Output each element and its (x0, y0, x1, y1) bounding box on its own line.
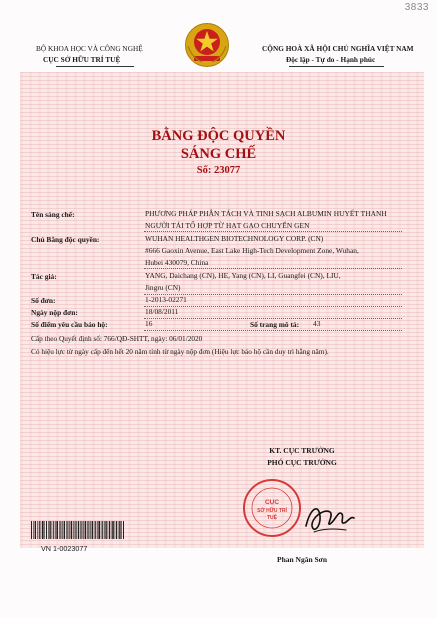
author-line2: Jingru (CN) (145, 283, 181, 292)
owner-dots (144, 268, 402, 269)
certificate-number: Số: 23077 (196, 165, 241, 176)
certificate-subtitle: SÁNG CHẾ (180, 146, 257, 162)
owner-address-line1: #666 Gaoxin Avenue, East Lake High-Tech Development Zone, Wuhan, (145, 246, 359, 255)
pages-label: Số trang mô tả: (250, 320, 300, 329)
claims-count: 16 (145, 319, 153, 328)
signer-name: Phan Ngân Sơn (276, 555, 327, 564)
serial-number: VN 1-0023077 (41, 544, 88, 553)
stamp-text-bottom: TUỆ (267, 515, 277, 521)
decision-text: Cấp theo Quyết định số: 766/QĐ-SHTT, ngày: 06/01/2020 (31, 334, 203, 343)
claims-dots (144, 330, 402, 331)
motto-underline (289, 66, 384, 67)
handwritten-number: 3833 (404, 2, 429, 13)
stamp-text-mid: SỞ HỮU TRÍ (257, 508, 287, 514)
official-stamp (242, 478, 302, 538)
signature-scribble (300, 496, 358, 540)
office-name: CỤC SỞ HỮU TRÍ TUỆ (43, 55, 121, 64)
claims-label: Số điểm yêu cầu bảo hộ: (31, 320, 108, 329)
signature-title-2: PHÓ CỤC TRƯỞNG (267, 458, 337, 467)
signature-title-1: KT. CỤC TRƯỞNG (269, 446, 335, 455)
invention-name-dots (144, 231, 402, 232)
application-number: 1-2013-02271 (145, 295, 187, 304)
national-emblem-icon (184, 22, 230, 68)
filing-date: 18/08/2011 (145, 307, 179, 316)
author-label: Tác giả: (31, 272, 57, 281)
pages-count: 43 (313, 319, 321, 328)
office-underline (56, 66, 134, 67)
certificate-title: BẰNG ĐỘC QUYỀN (151, 128, 286, 144)
signature-titles (232, 446, 372, 476)
invention-name-line1: PHƯƠNG PHÁP PHÂN TÁCH VÀ TINH SẠCH ALBUMIN HUYẾT THANH (145, 209, 387, 218)
invention-name-line2: NGƯỜI TÁI TỔ HỢP TỪ HẠT GẠO CHUYỂN GEN (145, 221, 310, 230)
application-number-label: Số đơn: (31, 296, 56, 305)
ministry-name: BỘ KHOA HỌC VÀ CÔNG NGHỆ (36, 44, 143, 53)
application-number-dots (144, 306, 402, 307)
validity-text: Có hiệu lực từ ngày cấp đến hết 20 năm tính từ ngày nộp đơn (Hiệu lực bảo hộ cần duy trì hằng năm). (31, 347, 329, 356)
country-name: CỘNG HOÀ XÃ HỘI CHỦ NGHĨA VIỆT NAM (262, 44, 414, 53)
invention-name-label: Tên sáng chế: (31, 210, 75, 219)
owner-label: Chủ Bằng độc quyền: (31, 235, 100, 244)
filing-date-dots (144, 318, 402, 319)
owner-name: WUHAN HEALTHGEN BIOTECHNOLOGY CORP. (CN) (145, 234, 324, 243)
owner-address-line2: Hubei 430079, China (145, 258, 209, 267)
filing-date-label: Ngày nộp đơn: (31, 308, 78, 317)
barcode-icon (31, 521, 125, 539)
motto: Độc lập - Tự do - Hạnh phúc (286, 55, 376, 64)
author-line1: YANG, Daichang (CN), HE, Yang (CN), LI, Guangfei (CN), LIU, (145, 271, 341, 280)
stamp-text-top: CỤC (264, 499, 280, 506)
